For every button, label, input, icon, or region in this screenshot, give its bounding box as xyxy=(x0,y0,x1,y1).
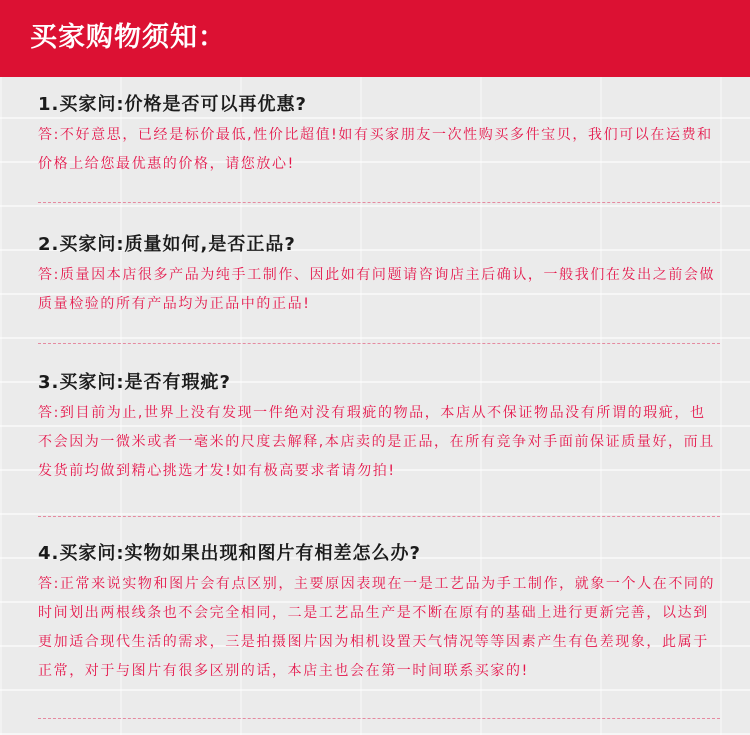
faq-item-difference xyxy=(38,541,718,686)
faq-answer: 答:到目前为止,世界上没有发现一件绝对没有瑕疵的物品，本店从不保证物品没有所谓的瑕疵，也不会因为一微米或者一毫米的尺度去解释,本店卖的是正品，在所有竞争对手面前保证质量好，而且发货前均做到精心挑选才发!如有极高要求者请勿拍! xyxy=(38,405,715,479)
faq-answer: 答:质量因本店很多产品为纯手工制作、因此如有问题请咨询店主后确认，一般我们在发出之前会做质量检验的所有产品均为正品中的正品! xyxy=(38,267,716,312)
page-title: 买家购物须知： xyxy=(30,22,226,53)
header-banner xyxy=(0,0,750,77)
faq-question: 3.买家问:是否有瑕疵? xyxy=(38,372,232,393)
faq-answer: 答:不好意思，已经是标价最低,性价比超值!如有买家朋友一次性购买多件宝贝，我们可以在运费和价格上给您最优惠的价格，请您放心! xyxy=(38,127,713,172)
divider xyxy=(38,343,720,344)
faq-item-quality xyxy=(38,232,718,319)
faq-answer: 答:正常来说实物和图片会有点区别，主要原因表现在一是工艺品为手工制作，就象一个人在不同的时间划出两根线条也不会完全相同，二是工艺品生产是不断在原有的基础上进行更新完善，以达到更加适合现代生活的需求，三是拍摄图片因为相机设置天气情况等等因素产生有色差现象，此属于正常，对于与图片有很多区别的话，本店主也会在第一时间联系买家的! xyxy=(38,576,716,679)
divider xyxy=(38,202,720,203)
faq-item-flaws xyxy=(38,370,718,486)
divider xyxy=(38,516,720,517)
faq-item-price xyxy=(38,92,718,179)
faq-question: 4.买家问:实物如果出现和图片有相差怎么办? xyxy=(38,543,422,564)
faq-question: 2.买家问:质量如何,是否正品? xyxy=(38,234,296,255)
faq-question: 1.买家问:价格是否可以再优惠? xyxy=(38,94,308,115)
divider xyxy=(38,718,720,719)
